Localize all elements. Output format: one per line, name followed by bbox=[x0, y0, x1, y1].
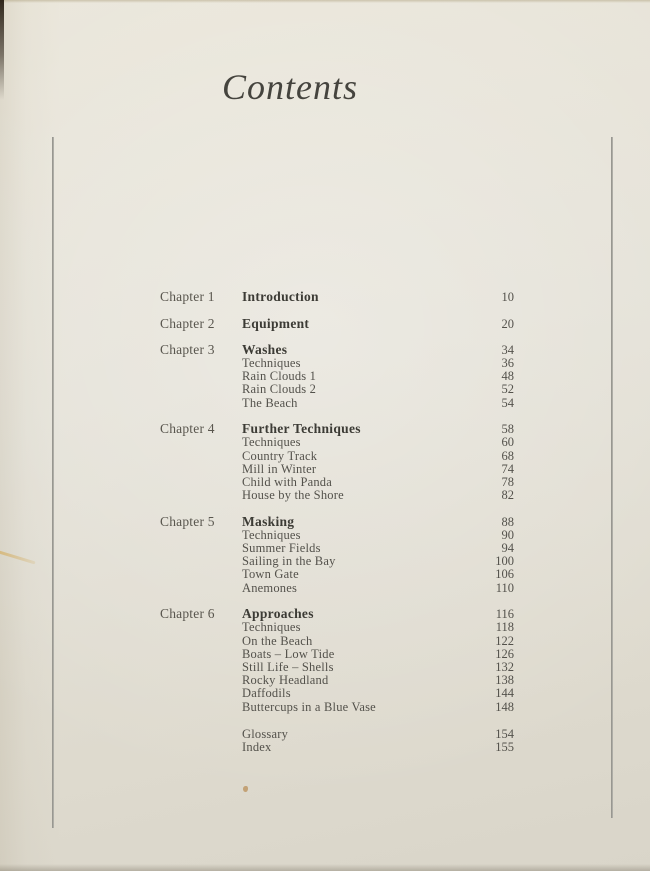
page-number: 154 bbox=[495, 726, 514, 741]
chapter-title: Equipment bbox=[242, 315, 310, 331]
page-number: 138 bbox=[495, 673, 514, 688]
toc-item-row bbox=[160, 529, 514, 542]
item-label: Index bbox=[242, 739, 272, 754]
toc-item-row bbox=[160, 383, 514, 396]
toc-item-row bbox=[160, 635, 514, 648]
page-title: Contents bbox=[221, 67, 358, 107]
item-label: Child with Panda bbox=[242, 474, 333, 489]
chapter-title: Masking bbox=[242, 513, 295, 529]
page-number: 132 bbox=[495, 659, 514, 674]
paper-scratch bbox=[0, 551, 36, 565]
chapter-label: Chapter 4 bbox=[160, 421, 215, 437]
toc-chapter-group bbox=[160, 343, 514, 410]
item-label: Techniques bbox=[242, 620, 301, 635]
item-label: Daffodils bbox=[242, 686, 291, 701]
page-number: 94 bbox=[501, 541, 514, 556]
toc-item-row bbox=[160, 542, 514, 555]
page-number: 34 bbox=[501, 343, 514, 357]
item-label: Anemones bbox=[242, 580, 298, 595]
page-number: 52 bbox=[501, 382, 514, 397]
chapter-title: Further Techniques bbox=[242, 421, 361, 437]
chapter-title: Approaches bbox=[242, 606, 314, 622]
item-label: Buttercups in a Blue Vase bbox=[242, 699, 376, 714]
item-label: On the Beach bbox=[242, 633, 313, 648]
page-number: 126 bbox=[495, 646, 514, 661]
toc-chapter-group bbox=[160, 290, 514, 304]
page-number: 118 bbox=[495, 620, 514, 635]
chapter-label: Chapter 3 bbox=[160, 342, 215, 357]
item-label: Glossary bbox=[242, 726, 289, 741]
paper-fleck bbox=[243, 786, 248, 792]
page-number: 116 bbox=[495, 607, 514, 622]
toc-item-row bbox=[160, 450, 514, 463]
toc-item-row bbox=[160, 555, 514, 568]
item-label: Rocky Headland bbox=[242, 673, 329, 688]
item-label: Summer Fields bbox=[242, 541, 321, 556]
page-number: 74 bbox=[501, 461, 514, 476]
toc-chapter-row bbox=[160, 317, 514, 331]
toc-item-row bbox=[160, 621, 514, 634]
page-number: 88 bbox=[501, 514, 514, 529]
toc-item-row bbox=[160, 687, 514, 700]
toc-chapter-row bbox=[160, 343, 514, 357]
page-number: 110 bbox=[495, 580, 514, 595]
item-label: House by the Shore bbox=[242, 488, 344, 503]
item-label: Sailing in the Bay bbox=[242, 554, 336, 569]
toc-chapter-group bbox=[160, 515, 514, 595]
page-number: 48 bbox=[501, 369, 514, 384]
toc-chapter-group bbox=[160, 422, 514, 502]
chapter-title: Washes bbox=[242, 342, 288, 357]
page-number: 90 bbox=[501, 527, 514, 542]
item-label: The Beach bbox=[242, 395, 298, 410]
item-label: Town Gate bbox=[242, 567, 299, 582]
toc-chapter-group bbox=[160, 607, 514, 713]
item-label: Techniques bbox=[242, 356, 301, 370]
item-label: Still Life – Shells bbox=[242, 659, 334, 674]
toc-item-row bbox=[160, 674, 514, 687]
toc-item-row bbox=[160, 568, 514, 581]
toc-item-row bbox=[160, 648, 514, 661]
toc-item-row bbox=[160, 728, 514, 741]
toc-chapter-group bbox=[160, 317, 514, 331]
toc-item-row bbox=[160, 489, 514, 502]
page-number: 10 bbox=[501, 290, 514, 304]
page-number: 155 bbox=[495, 739, 514, 754]
scan-dark-edge bbox=[0, 0, 4, 100]
toc-item-row bbox=[160, 741, 514, 754]
toc-item-row bbox=[160, 463, 514, 476]
item-label: Techniques bbox=[242, 527, 301, 542]
toc-item-row bbox=[160, 436, 514, 449]
toc-chapter-row bbox=[160, 515, 514, 529]
page-number: 100 bbox=[495, 554, 514, 569]
toc-item-row bbox=[160, 582, 514, 595]
toc-end-matter bbox=[160, 728, 514, 754]
page-number: 148 bbox=[495, 699, 514, 714]
page-number: 144 bbox=[495, 686, 514, 701]
item-label: Boats – Low Tide bbox=[242, 646, 335, 661]
table-of-contents bbox=[160, 290, 514, 767]
page-number: 78 bbox=[501, 474, 514, 489]
chapter-label: Chapter 2 bbox=[160, 315, 215, 331]
page-top-edge bbox=[0, 0, 650, 3]
toc-item-row bbox=[160, 701, 514, 714]
page-number: 122 bbox=[495, 633, 514, 648]
page-number: 106 bbox=[495, 567, 514, 582]
toc-item-row bbox=[160, 357, 514, 370]
left-vertical-rule bbox=[52, 137, 54, 828]
chapter-label: Chapter 5 bbox=[160, 513, 215, 529]
toc-item-row bbox=[160, 397, 514, 410]
page-number: 36 bbox=[501, 356, 514, 370]
item-label: Techniques bbox=[242, 435, 301, 450]
chapter-label: Chapter 1 bbox=[160, 289, 215, 304]
item-label: Rain Clouds 1 bbox=[242, 369, 317, 384]
right-vertical-rule bbox=[611, 137, 613, 818]
page-number: 60 bbox=[501, 435, 514, 450]
page-number: 54 bbox=[501, 395, 514, 410]
toc-chapter-row bbox=[160, 607, 514, 621]
toc-item-row bbox=[160, 661, 514, 674]
page-number: 68 bbox=[501, 448, 514, 463]
chapter-title: Introduction bbox=[242, 289, 319, 304]
toc-chapter-row bbox=[160, 290, 514, 304]
chapter-label: Chapter 6 bbox=[160, 606, 215, 622]
page-number: 82 bbox=[501, 488, 514, 503]
toc-item-row bbox=[160, 370, 514, 383]
item-label: Mill in Winter bbox=[242, 461, 317, 476]
page-number: 20 bbox=[501, 316, 514, 331]
toc-chapter-row bbox=[160, 422, 514, 436]
page-number: 58 bbox=[501, 422, 514, 437]
item-label: Rain Clouds 2 bbox=[242, 382, 317, 397]
item-label: Country Track bbox=[242, 448, 318, 463]
page-bottom-shadow bbox=[0, 864, 650, 871]
